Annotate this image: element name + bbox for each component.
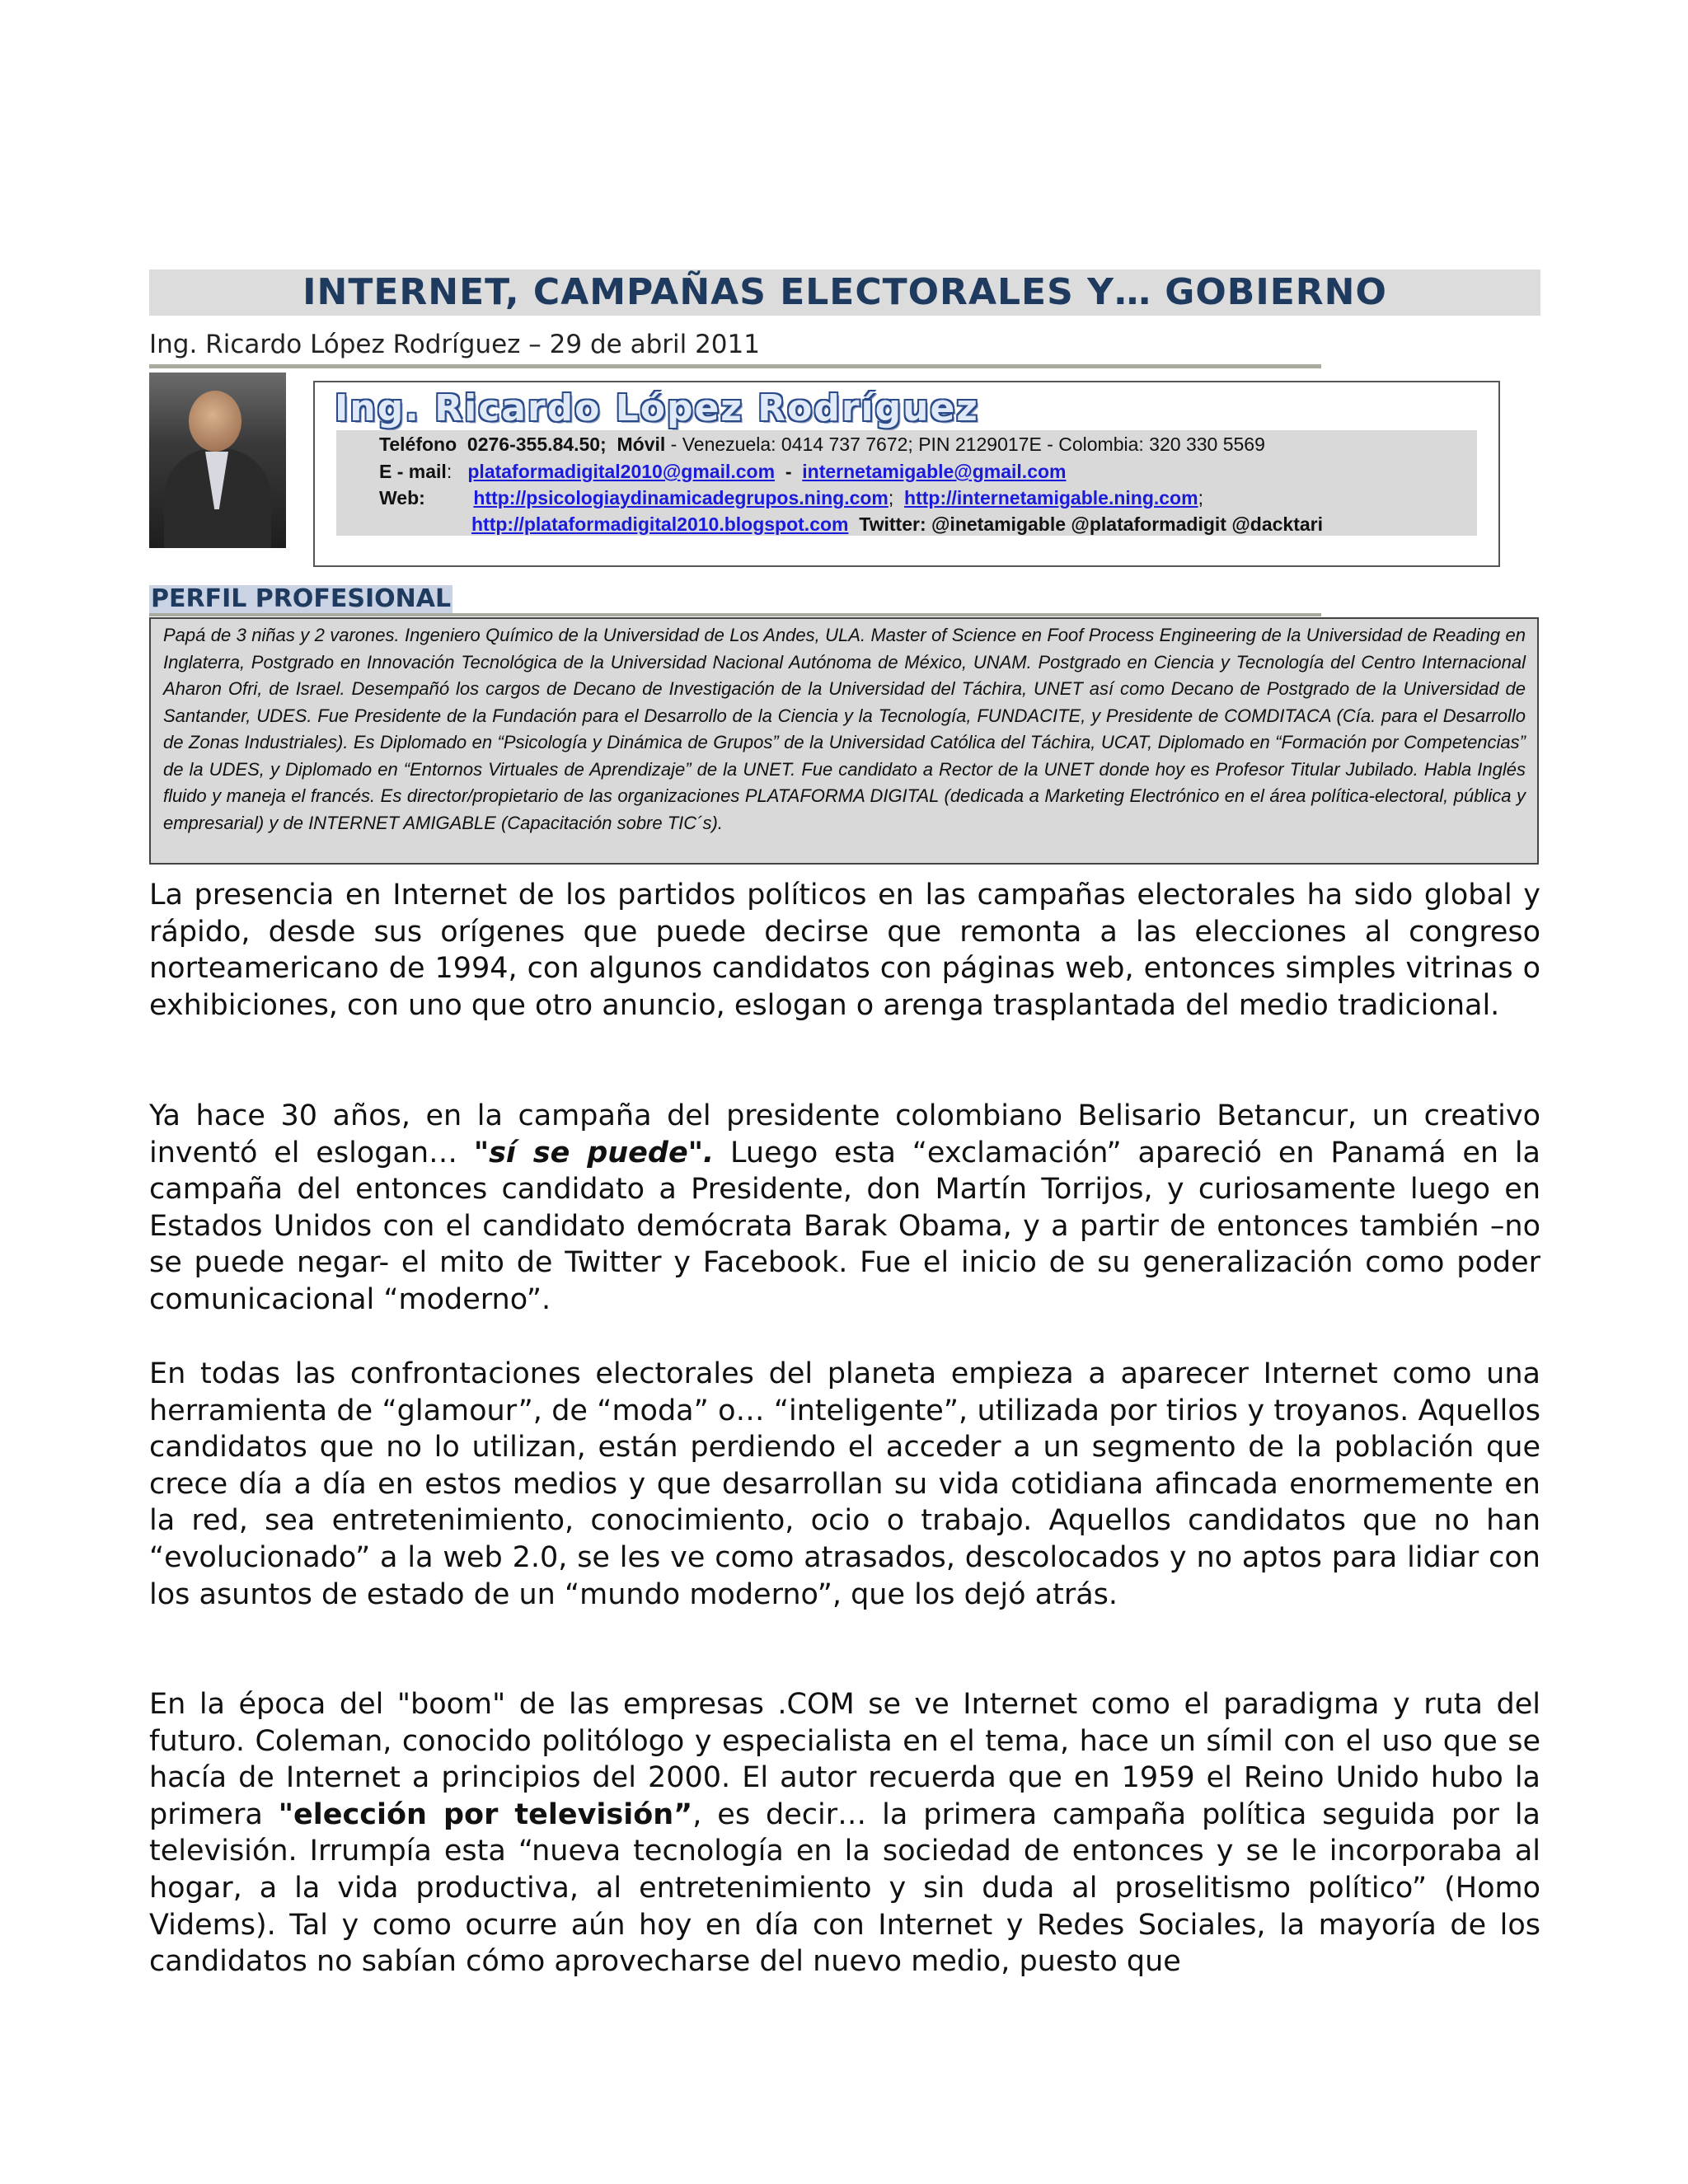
mobile-label: Móvil [617, 434, 666, 455]
byline: Ing. Ricardo López Rodríguez – 29 de abril 2011 [149, 330, 760, 359]
photo-head-shape [189, 391, 241, 452]
contact-details [336, 430, 1477, 536]
web-label: Web: [379, 487, 425, 509]
television-emphasis: "elección por televisión” [278, 1797, 693, 1831]
web-link-2[interactable]: http://internetamigable.ning.com [904, 487, 1198, 509]
contact-name-banner: Ing. Ricardo López Rodríguez [335, 387, 979, 429]
author-photo [149, 373, 286, 548]
phone-label: Teléfono [379, 434, 457, 455]
email-line: E - mail: plataformadigital2010@gmail.com - internetamigable@gmail.com [379, 461, 1067, 482]
body-paragraph-1 [149, 877, 1540, 1024]
paragraph-text: Luego esta “exclamación” apareció en Panamá en la campaña del entonces candidato a Presidente, don Martín Torrijos, y curiosamente luego en Estados Unidos con el candidato demócrata Barak Obama, y a partir de entonces también –no se puede negar- el mito de Twitter y Facebook. Fue el inicio de su generalización como poder comunicacional “moderno”. [149, 1136, 1541, 1316]
web-link-3[interactable]: http://plataformadigital2010.blogspot.com [471, 513, 849, 535]
mobile-value: - Venezuela: 0414 737 7672; PIN 2129017E - Colombia: 320 330 5569 [670, 434, 1265, 455]
slogan-emphasis: "sí se puede". [473, 1136, 715, 1169]
byline-divider [149, 364, 1321, 368]
profile-divider [149, 613, 1321, 616]
email-link-2[interactable]: internetamigable@gmail.com [802, 461, 1067, 482]
body-paragraph-3 [149, 1356, 1540, 1613]
phone-value: 0276-355.84.50; [467, 434, 607, 455]
twitter-handles: Twitter: @inetamigable @plataformadigit @dacktari [859, 513, 1323, 535]
web-line: Web: http://psicologiaydinamicadegrupos.ning.com; http://internetamigable.ning.com; [379, 487, 1203, 509]
email-label: E - mail [379, 461, 447, 482]
web-line-2 [471, 513, 1323, 536]
profile-text-box: Papá de 3 niñas y 2 varones. Ingeniero Químico de la Universidad de Los Andes, ULA. Master of Science en Foof Process Engineering de la Universidad de Reading en Inglaterra, Postgrado en Innovación Tecnológica de la Universidad Nacional Autónoma de México, UNAM. Postgrado en Ciencia y Tecnología del Centro Internacional Aharon Ofri, de Israel. Desempañó los cargos de Decano de Investigación de la Universidad del Táchira, UNET así como Decano de Postgrado de la Universidad de Santander, UDES. Fue Presidente de la Fundación para el Desarrollo de la Ciencia y la Tecnología, FUNDACITE, y Presidente de COMDITACA (Cía. para el Desarrollo de Zonas Industriales). Es Diplomado en “Psicología y Dinámica de Grupos” de la Universidad Católica del Táchira, UCAT, Diplomado en “Formación por Competencias” de la UDES, y Diplomado en “Entornos Virtuales de Aprendizaje” de la UNET. Fue candidato a Rector de la UNET donde hoy es Profesor Titular Jubilado. Habla Inglés fluido y maneja el francés. Es director/propietario de las organizaciones PLATAFORMA DIGITAL (dedicada a Marketing Electrónico en el área política-electoral, pública y empresarial) y de INTERNET AMIGABLE (Capacitación sobre TIC´s). [149, 617, 1539, 865]
body-paragraph-2 [149, 1098, 1540, 1319]
contact-card [313, 381, 1500, 567]
paragraph-text: En todas las confrontaciones electorales del planeta empieza a aparecer Internet como una herramienta de “glamour”, de “moda” o… “inteligente”, utilizada por tirios y troyanos. Aquellos candidatos que no lo utilizan, están perdiendo el acceder a un segmento de la población que crece día a día en estos medios y que desarrollan su vida cotidiana afincada enormemente en la red, sea entretenimiento, conocimiento, ocio o trabajo. Aquellos candidatos que no han “evolucionado” a la web 2.0, se les ve como atrasados, descolocados y no aptos para lidiar con los asuntos de estado de un “mundo moderno”, que los dejó atrás. [149, 1357, 1540, 1611]
paragraph-text: , es decir… la primera campaña política seguida por la televisión. Irrumpía esta “nueva tecnología en la sociedad de entonces y se le incorporaba al hogar, a la vida productiva, al entretenimiento y sin duda al proselitismo político” (Homo Videms). Tal y como ocurre aún hoy en día con Internet y Redes Sociales, la mayoría de los candidatos no sabían cómo aprovecharse del nuevo medio, puesto que [149, 1797, 1540, 1979]
web-link-1[interactable]: http://psicologiaydinamicadegrupos.ning.com [473, 487, 889, 509]
email-separator: - [785, 461, 792, 482]
paragraph-text: Ya hace 30 años, en la campaña del presidente colombiano Belisario Betancur, un creativo inventó el eslogan… [149, 1099, 1540, 1169]
email-link-1[interactable]: plataformadigital2010@gmail.com [467, 461, 776, 482]
phone-line [379, 434, 1265, 456]
paragraph-text: La presencia en Internet de los partidos políticos en las campañas electorales ha sido global y rápido, desde sus orígenes que puede decirse que remonta a las elecciones al congreso norteamericano de 1994, con algunos candidatos con páginas web, entonces simples vitrinas o exhibiciones, con uno que otro anuncio, eslogan o arenga trasplantada del medio tradicional. [149, 879, 1540, 1022]
paragraph-text: En la época del "boom" de las empresas .COM se ve Internet como el paradigma y ruta del futuro. Coleman, conocido politólogo y especialista en el tema, hace un símil con el uso que se hacía de Internet a principios del 2000. El autor recuerda que en 1959 el Reino Unido hubo la primera [149, 1688, 1540, 1831]
page-title: INTERNET, CAMPAÑAS ELECTORALES Y… GOBIERNO [149, 269, 1540, 316]
profile-heading: PERFIL PROFESIONAL [151, 584, 452, 613]
body-paragraph-4 [149, 1686, 1540, 1980]
